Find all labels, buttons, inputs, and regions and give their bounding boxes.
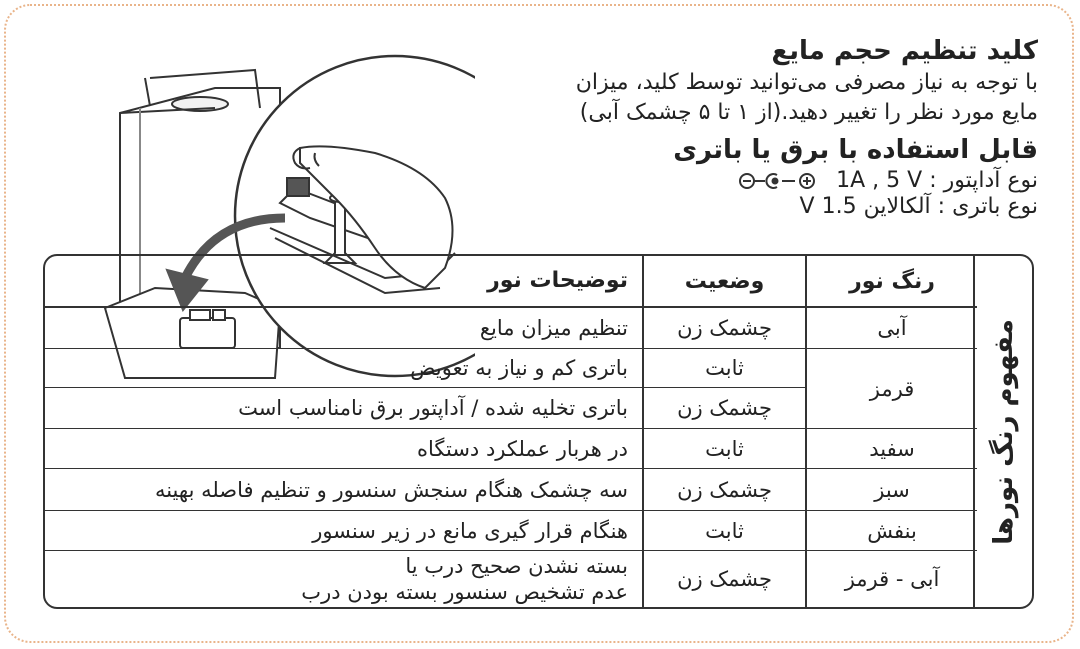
row2a-description: باتری کم و نیاز به تعویض [410, 356, 628, 380]
row3-status: ثابت [705, 436, 744, 461]
row1-status: چشمک زن [677, 316, 772, 340]
row1-description: تنظیم میزان مایع [479, 316, 628, 340]
volume-title: کلید تنظیم حجم مایع [771, 36, 1038, 66]
row2-color: قرمز [869, 376, 915, 401]
header-description: توضیحات نور [487, 268, 628, 293]
row4-description: سه چشمک هنگام سنجش سنسور و تنظیم فاصله بهینه [154, 477, 628, 502]
row6-color: آبی - قرمز [844, 567, 940, 591]
table-side-title-cell [973, 256, 1032, 607]
row2b-description: باتری تخلیه شده / آداپتور برق نامناسب است [238, 396, 628, 420]
row4-color: سبز [874, 477, 910, 502]
row5-color: بنفش [867, 518, 917, 543]
adapter-label: نوع آداپتور : [929, 168, 1038, 193]
adapter-value: 1A , 5 V [836, 168, 923, 193]
row4-status: چشمک زن [677, 477, 772, 502]
row5-description: هنگام قرار گیری مانع در زیر سنسور [312, 518, 628, 543]
row2b-status: چشمک زن [677, 396, 772, 420]
dc-polarity-symbol-icon [737, 171, 823, 191]
battery-value: آلکالاین 1.5 V [799, 194, 931, 219]
header-color: رنگ نور [849, 268, 935, 294]
header-status: وضعیت [684, 268, 765, 294]
row5-status: ثابت [705, 518, 744, 543]
light-color-table [43, 254, 1034, 609]
battery-spec [478, 194, 1038, 220]
row6-description [45, 551, 642, 607]
row6-status: چشمک زن [677, 567, 772, 591]
row2a-status: ثابت [705, 356, 744, 380]
power-title: قابل استفاده با برق یا باتری [673, 135, 1038, 165]
adapter-spec [478, 168, 1038, 194]
row3-color: سفید [869, 436, 915, 461]
row6-description-line1: بسته نشدن صحیح درب یا [405, 554, 628, 578]
table-side-title: مفهوم رنگ نورها [988, 318, 1019, 545]
volume-desc-line1: با توجه به نیاز مصرفی می‌توانید توسط کلید، میزان [575, 70, 1038, 95]
row3-description: در هربار عملکرد دستگاه [416, 436, 628, 461]
volume-desc-line2: مایع مورد نظر را تغییر دهید.(از ۱ تا ۵ چشمک آبی) [579, 100, 1038, 125]
row1-color: آبی [877, 316, 907, 340]
battery-label: نوع باتری : [937, 194, 1038, 219]
row6-description-line2: عدم تشخیص سنسور بسته بودن درب [301, 580, 628, 604]
info-text-block [478, 34, 1038, 220]
